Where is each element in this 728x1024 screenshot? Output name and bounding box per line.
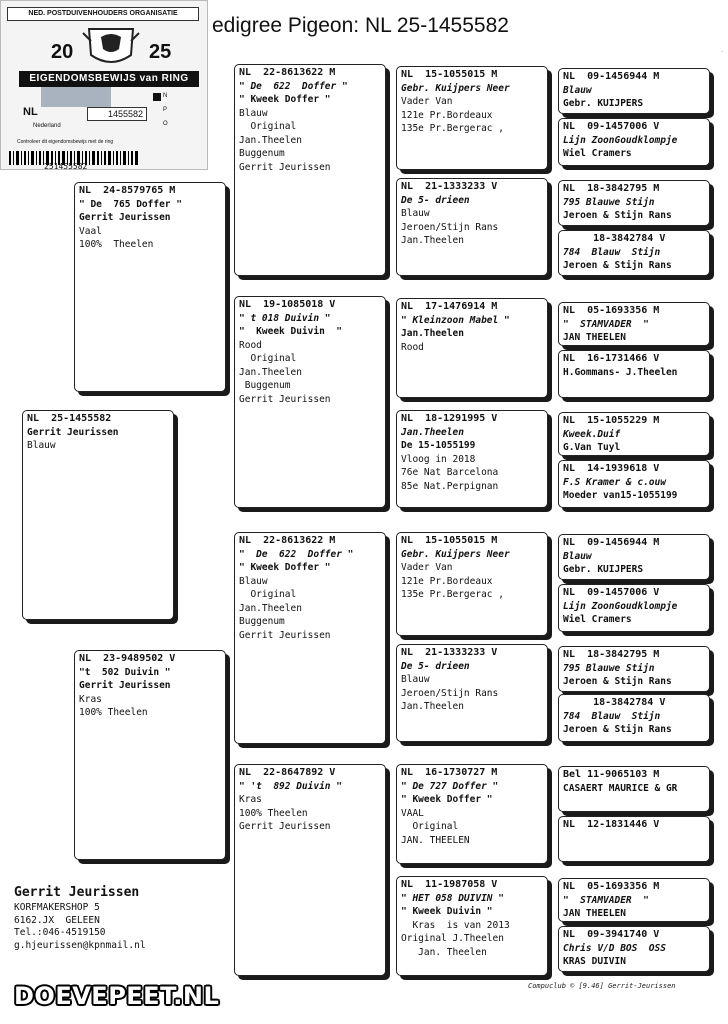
ds-line: " De 622 Doffer ": [239, 548, 354, 560]
g5-line: JAN THEELEN: [563, 332, 626, 343]
pedigree-card-ds: [234, 532, 386, 744]
pedigree-card-g5: [558, 302, 710, 346]
g5-ring: NL 15-1055229 M: [563, 415, 660, 426]
dsd-line: De 5- drieen: [401, 660, 470, 672]
pedigree-card-ssd: [396, 178, 548, 276]
ds-line: Jan.Theelen: [239, 602, 302, 614]
pedigree-card-g5: [558, 350, 710, 398]
ssd-line: Blauw: [401, 208, 430, 219]
sire-line: " De 765 Doffer ": [79, 198, 182, 210]
sds-line: Jan.Theelen: [401, 328, 464, 339]
owner-phone: Tel.:046-4519150: [14, 927, 106, 938]
ddd-line: Jan. Theelen: [401, 946, 487, 958]
watermark-logo: DOEVEPEET.NL: [14, 982, 220, 1010]
g5-ring: NL 09-1456944 M: [563, 537, 660, 548]
pedigree-card-g5: [558, 584, 710, 632]
g5-line: Gebr. KUIJPERS: [563, 98, 644, 109]
ring-number-box: 1455582: [87, 107, 147, 121]
g5-line: Chris V/D BOS OSS: [563, 942, 666, 954]
dss-line: Vader Van: [401, 562, 453, 573]
sire-line: 100% Theelen: [79, 239, 154, 250]
pedigree-card-g5: [558, 68, 710, 114]
g5-line: Kweek.Duif: [563, 428, 621, 440]
pedigree-card-g5: [558, 878, 710, 922]
ds-ring: NL 22-8613622 M: [239, 535, 336, 546]
pedigree-card-g5: [558, 118, 710, 166]
g5-line: 784 Blauw Stijn: [563, 710, 661, 722]
ss-line: Gerrit Jeurissen: [239, 161, 331, 173]
g5-ring: NL 14-1939618 V: [563, 463, 660, 474]
g5-line: Gebr. KUIJPERS: [563, 564, 644, 575]
dds-line: Original: [401, 821, 459, 832]
dd-line: Gerrit Jeurissen: [239, 821, 331, 832]
pedigree-card-sire: [74, 182, 226, 392]
ss-line: Original: [239, 121, 297, 132]
owner-info: [14, 884, 146, 952]
sds-ring: NL 17-1476914 M: [401, 301, 498, 312]
g5-ring: NL 09-1456944 M: [563, 71, 660, 82]
footer-credit: Compuclub © [9.46] Gerrit-Jeurissen: [528, 982, 676, 990]
sire-ring: NL 24-8579765 M: [79, 185, 176, 196]
sd-line: Jan.Theelen: [239, 366, 302, 378]
owner-name: Gerrit Jeurissen: [14, 885, 140, 900]
pedigree-card-g5: [558, 694, 710, 742]
pedigree-card-g5: [558, 926, 710, 972]
dam-ring: NL 23-9489502 V: [79, 653, 176, 664]
dd-line: 100% Theelen: [239, 807, 308, 819]
pedigree-card-sd: [234, 296, 386, 508]
dam-line: Kras: [79, 693, 102, 705]
sire-line: Gerrit Jeurissen: [79, 212, 171, 223]
dam-line: 100% Theelen: [79, 707, 148, 718]
ddd-ring: NL 11-1987058 V: [401, 879, 498, 890]
dds-line: " De 727 Doffer ": [401, 780, 499, 792]
g5-line: " STAMVADER ": [563, 894, 649, 906]
dd-line: Kras: [239, 794, 262, 805]
ss-line: Blauw: [239, 107, 268, 119]
pedigree-card-dam: [74, 650, 226, 860]
ss-line: Buggenum: [239, 148, 285, 159]
ss-line: " De 622 Doffer ": [239, 80, 348, 92]
pedigree-card-sdd: [396, 410, 548, 508]
sdd-line: De 15-1055199: [401, 440, 476, 451]
subject-ring: NL 25-1455582: [27, 413, 112, 424]
g5-ring: NL 09-3941740 V: [563, 929, 660, 940]
g5-ring: NL 05-1693356 M: [563, 881, 660, 892]
ring-side-o: O: [163, 121, 168, 127]
sdd-line: 85e Nat.Perpignan: [401, 480, 499, 492]
sd-line: Original: [239, 353, 297, 364]
dsd-line: Blauw: [401, 674, 430, 685]
ss-line: " Kweek Doffer ": [239, 94, 331, 105]
dss-ring: NL 15-1055015 M: [401, 535, 498, 546]
g5-ring: Bel 11-9065103 M: [563, 769, 660, 780]
pedigree-card-dsd: [396, 644, 548, 742]
owner-street: KORFMAKERSHOP 5: [14, 902, 100, 913]
page-title: edigree Pigeon: NL 25-1455582: [212, 14, 509, 37]
g5-line: Jeroen & Stijn Rans: [563, 724, 672, 735]
sss-ring: NL 15-1055015 M: [401, 69, 498, 80]
ring-band-title: EIGENDOMSBEWIJS van RING: [19, 71, 199, 87]
ring-country: NL: [23, 106, 38, 118]
ring-side-n: N: [163, 93, 168, 99]
g5-ring: NL 18-3842795 M: [563, 649, 660, 660]
g5-line: Wiel Cramers: [563, 148, 632, 159]
pedigree-card-g5: [558, 460, 710, 508]
g5-line: CASAERT MAURICE & GR: [563, 782, 678, 794]
ds-line: Blauw: [239, 575, 268, 587]
pedigree-card-sds: [396, 298, 548, 398]
ds-line: Original: [239, 589, 297, 600]
ds-line: Gerrit Jeurissen: [239, 629, 331, 641]
ring-certificate: [0, 0, 208, 170]
pedigree-card-ss: [234, 64, 386, 276]
ring-nationality: Nederland: [33, 123, 61, 129]
g5-line: H.Gommans- J.Theelen: [563, 366, 678, 378]
ring-year-left: 20: [51, 41, 74, 63]
sd-line: Gerrit Jeurissen: [239, 393, 331, 405]
sdd-ring: NL 18-1291995 V: [401, 413, 498, 424]
ddd-line: Kras is van 2013: [401, 919, 510, 931]
dd-line: " 't 892 Duivin ": [239, 780, 342, 792]
sd-line: " Kweek Duivin ": [239, 326, 342, 337]
ssd-line: De 5- drieen: [401, 194, 470, 206]
ssd-line: Jeroen/Stijn Rans: [401, 221, 499, 233]
dds-line: JAN. THEELEN: [401, 834, 470, 846]
subject-owner: Gerrit Jeurissen: [27, 426, 119, 438]
dsd-line: Jan.Theelen: [401, 701, 464, 712]
g5-line: KRAS DUIVIN: [563, 956, 626, 967]
ring-year-right: 25: [149, 41, 172, 63]
pedigree-card-dd: [234, 764, 386, 976]
barcode-number: 251455582: [44, 162, 88, 171]
sdd-line: Jan.Theelen: [401, 426, 464, 438]
owner-email: g.hjeurissen@kpnmail.nl: [14, 939, 146, 951]
ssd-ring: NL 21-1333233 V: [401, 181, 498, 192]
g5-line: Jeroen & Stijn Rans: [563, 210, 672, 221]
ring-side-p: P: [163, 107, 168, 113]
g5-ring: NL 05-1693356 M: [563, 305, 660, 316]
owner-city: 6162.JX GELEEN: [14, 914, 100, 926]
g5-ring: 18-3842784 V: [563, 697, 666, 708]
pedigree-card-g5: [558, 816, 710, 862]
ring-note: Controleer dit eigendomsbewijs met de ring: [17, 139, 114, 145]
g5-line: Jeroen & Stijn Rans: [563, 676, 672, 687]
pedigree-card-g5: [558, 534, 710, 580]
sds-line: Rood: [401, 341, 424, 353]
ddd-line: " HET 058 DUIVIN ": [401, 892, 504, 904]
dss-line: 121e Pr.Bordeaux: [401, 575, 493, 587]
g5-line: 795 Blauwe Stijn: [563, 196, 655, 208]
ds-line: " Kweek Doffer ": [239, 562, 331, 573]
sdd-line: Vloog in 2018: [401, 453, 476, 465]
g5-ring: NL 12-1831446 V: [563, 819, 660, 830]
crest-icon: [81, 21, 141, 71]
sdd-line: 76e Nat Barcelona: [401, 467, 499, 478]
sss-line: 121e Pr.Bordeaux: [401, 109, 493, 121]
g5-line: 795 Blauwe Stijn: [563, 662, 655, 674]
ss-ring: NL 22-8613622 M: [239, 67, 336, 78]
dss-line: 135e Pr.Bergerac ,: [401, 589, 504, 600]
ring-org-name: NED. POSTDUIVENHOUDERS ORGANISATIE: [7, 7, 199, 21]
dds-line: VAAL: [401, 807, 424, 819]
pedigree-card-dds: [396, 764, 548, 864]
sd-line: Buggenum: [239, 380, 291, 391]
pedigree-card-g5: [558, 766, 710, 812]
g5-ring: NL 16-1731466 V: [563, 353, 660, 364]
g5-line: F.S Kramer & c.ouw: [563, 476, 666, 488]
subject-color: Blauw: [27, 440, 56, 451]
sire-line: Vaal: [79, 225, 102, 237]
pedigree-card-subject: [22, 410, 174, 620]
ds-line: Buggenum: [239, 616, 285, 627]
flag-square-1: [153, 93, 161, 101]
dds-ring: NL 16-1730727 M: [401, 767, 498, 778]
sd-line: Rood: [239, 339, 262, 351]
sss-line: 135e Pr.Bergerac ,: [401, 123, 504, 134]
g5-line: JAN THEELEN: [563, 908, 626, 919]
pedigree-card-g5: [558, 412, 710, 456]
sds-line: " Kleinzoon Mabel ": [401, 314, 510, 326]
dam-line: Gerrit Jeurissen: [79, 680, 171, 691]
sss-line: Vader Van: [401, 96, 453, 107]
g5-ring: 18-3842784 V: [563, 233, 666, 244]
g5-line: " STAMVADER ": [563, 318, 649, 330]
g5-line: Blauw: [563, 550, 592, 562]
ddd-line: " Kweek Duivin ": [401, 906, 493, 917]
g5-line: G.Van Tuyl: [563, 442, 621, 453]
g5-line: Moeder van15-1055199: [563, 490, 678, 501]
ss-line: Jan.Theelen: [239, 134, 302, 146]
ssd-line: Jan.Theelen: [401, 235, 464, 246]
sd-line: " t 018 Duivin ": [239, 312, 331, 324]
ddd-line: Original J.Theelen: [401, 933, 504, 944]
g5-line: 784 Blauw Stijn: [563, 246, 661, 258]
g5-line: Blauw: [563, 84, 592, 96]
pedigree-card-g5: [558, 180, 710, 226]
pedigree-card-sss: [396, 66, 548, 170]
dd-ring: NL 22-8647892 V: [239, 767, 336, 778]
dam-line: "t 502 Duivin ": [79, 666, 171, 678]
pedigree-card-ddd: [396, 876, 548, 976]
redacted-block: [41, 87, 111, 107]
dsd-ring: NL 21-1333233 V: [401, 647, 498, 658]
dsd-line: Jeroen/Stijn Rans: [401, 687, 499, 699]
dss-line: Gebr. Kuijpers Neer: [401, 548, 510, 560]
g5-line: Lijn ZoonGoudklompje: [563, 134, 678, 146]
pedigree-card-g5: [558, 230, 710, 276]
pedigree-card-dss: [396, 532, 548, 636]
g5-ring: NL 09-1457006 V: [563, 121, 660, 132]
g5-line: Jeroen & Stijn Rans: [563, 260, 672, 271]
g5-line: Wiel Cramers: [563, 614, 632, 625]
sd-ring: NL 19-1085018 V: [239, 299, 336, 310]
pedigree-card-g5: [558, 646, 710, 692]
edge-mark: ·: [720, 46, 724, 57]
g5-line: Lijn ZoonGoudklompje: [563, 600, 678, 612]
g5-ring: NL 18-3842795 M: [563, 183, 660, 194]
g5-ring: NL 09-1457006 V: [563, 587, 660, 598]
dds-line: " Kweek Doffer ": [401, 794, 493, 805]
sss-line: Gebr. Kuijpers Neer: [401, 82, 510, 94]
